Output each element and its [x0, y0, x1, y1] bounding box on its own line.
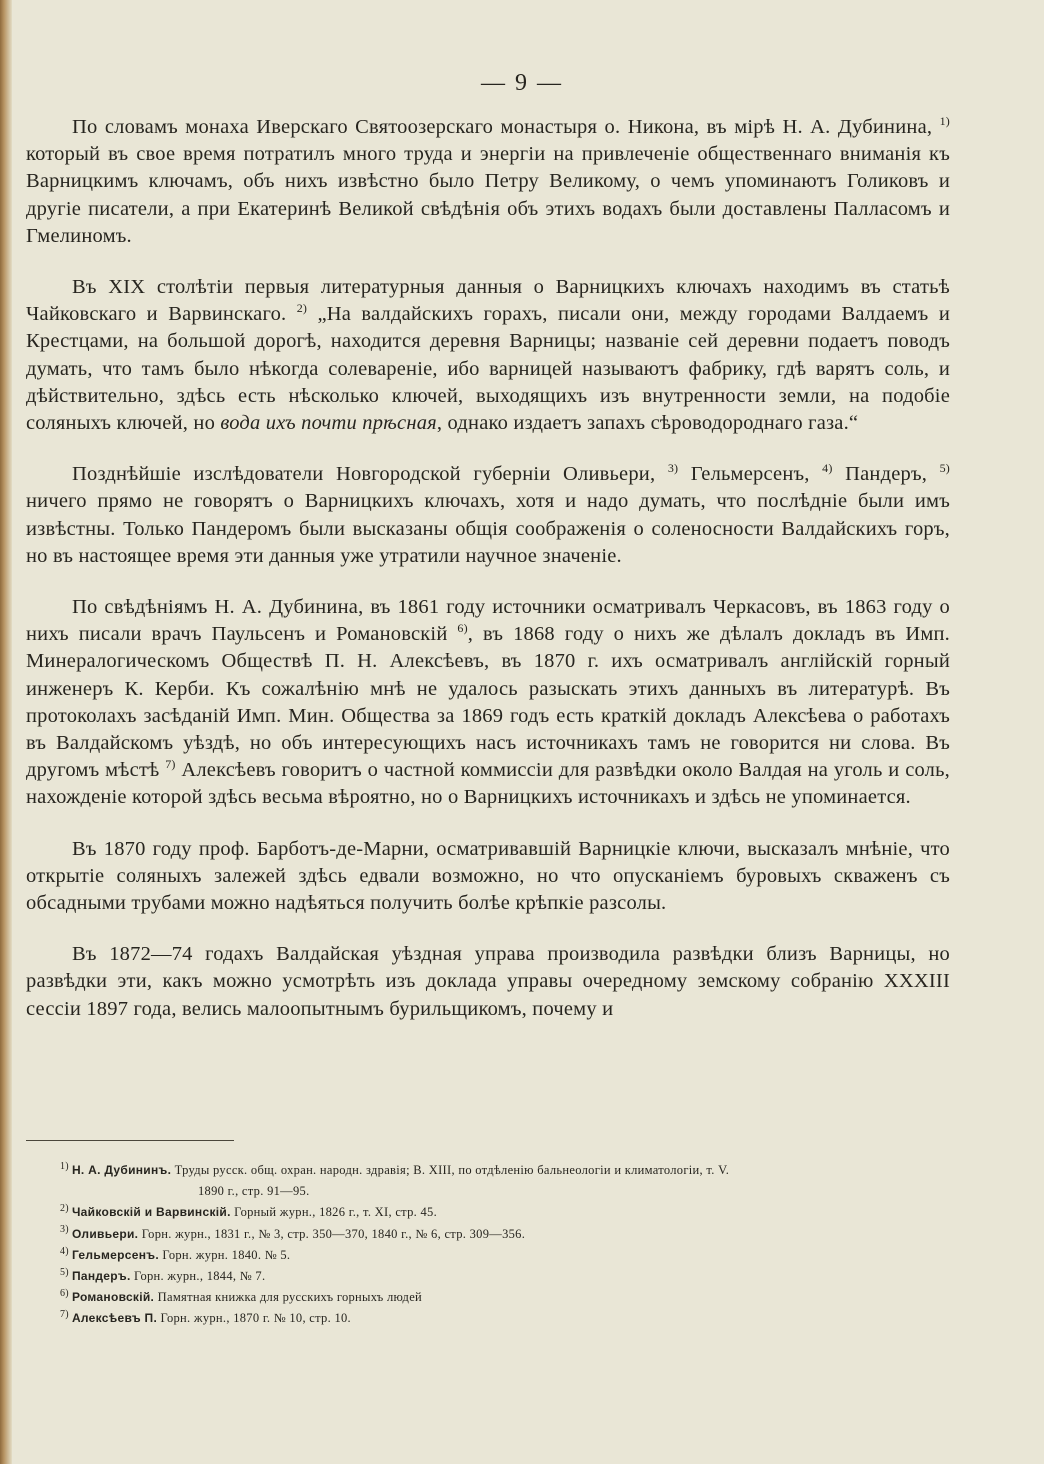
footnote-ref-2[interactable]: 2) [296, 301, 308, 316]
page-number: — 9 — [481, 70, 563, 96]
footnote-ref-3[interactable]: 3) [667, 461, 679, 476]
footnote-ref-4[interactable]: 4) [822, 461, 833, 476]
footnote-7: $^{7)}$ Алексѣевъ П. Горн. журн., 1870 г. № 10, стр. 10. [60, 1309, 351, 1326]
footnote-3: $^{3)}$ Оливьери. Горн. журн., 1831 г., № 3, стр. 350—370, 1840 г., № 6, стр. 309—356. [60, 1224, 526, 1241]
book-spine-edge [0, 0, 12, 1464]
footnote-ref-1[interactable]: 1) [939, 114, 950, 129]
footnote-1: $^{1)}$ Н. А. Дубининъ. Труды русск. общ. охран. народн. здравія; В. XIII, по отдѣленію бальнеологіи и климатологіи, т. V. [60, 1160, 730, 1177]
paragraph-1: По словамъ монаха Иверскаго Святоозерскаго монастыря о. Никона, въ мірѣ Н. А. Дубинина, $^{1)}$ который въ свое время потратилъ много труда и энергіи на привлеченіе общественнаго вниманія къ Варницкимъ ключамъ, объ нихъ извѣстно было Петру Великому, о чемъ упоминаютъ Голиковъ и другіе писатели, а при Екатеринѣ Великой свѣдѣнія объ этихъ водахъ были доставлены Палласомъ и Гмелиномъ. [26, 114, 950, 247]
paragraph-6: Въ 1872—74 годахъ Валдайская уѣздная управа производила развѣдки близъ Варницы, но развѣдки эти, какъ можно усмотрѣть изъ доклада управы очередному земскому собранію XXXIII сессіи 1897 года, велись малоопытнымъ бурильщикомъ, почему и [26, 943, 950, 1020]
footnote-ref-7[interactable]: 7) [165, 757, 176, 772]
footnotes [60, 1160, 950, 1330]
paragraph-5: Въ 1870 году проф. Барботъ-де-Марни, осматривавшій Варницкіе ключи, высказалъ мнѣніе, что открытіе соляныхъ залежей здѣсь едвали возможно, но что опусканіемъ буровыхъ скваженъ съ обсадными трубами можно надѣяться получить болѣе крѣпкіе разсолы. [26, 837, 950, 915]
footnote-2: $^{2)}$ Чайковскій и Варвинскій. Горный журн., 1826 г., т. XI, стр. 45. [60, 1203, 438, 1220]
footnote-divider [26, 1140, 234, 1141]
footnote-ref-6[interactable]: 6) [457, 621, 468, 636]
body-text [26, 114, 950, 1047]
footnote-ref-5[interactable]: 5) [939, 461, 951, 476]
paragraph-3: Позднѣйшіе изслѣдователи Новгородской губерніи Оливьери, $^{3)}$ Гельмерсенъ, $^{4)}$ Пандеръ, $^{5)}$ ничего прямо не говорятъ о Варницкихъ ключахъ, хотя и надо думать, что послѣдніе были имъ извѣстны. Только Пандеромъ были высказаны общія соображенія о соленосности Валдайскихъ горъ, но въ настоящее время эти данныя уже утратили научное значеніе. [26, 461, 951, 567]
footnote-6: $^{6)}$ Романовскій. Памятная книжка для русскихъ горныхъ людей [60, 1288, 423, 1305]
footnote-5: $^{5)}$ Пандеръ. Горн. журн., 1844, № 7. [60, 1266, 266, 1284]
paragraph-4: По свѣдѣніямъ Н. А. Дубинина, въ 1861 году источники осматривалъ Черкасовъ, въ 1863 году о нихъ писали врачъ Паульсенъ и Романовскій $^{6)}$, въ 1868 году о нихъ же дѣлалъ докладъ въ Имп. Минералогическомъ Обществѣ П. Н. Алексѣевъ, въ 1870 г. ихъ осматривалъ англійскій горный инженеръ К. Керби. Къ сожалѣнію мнѣ не удалось разыскать этихъ данныхъ въ литературѣ. Въ протоколахъ засѣданій Имп. Мин. Общества за 1869 годъ есть краткій докладъ Алексѣева о работахъ въ Валдайскомъ уѣздѣ, но объ интересующихъ насъ источникахъ тамъ не говорится ни слова. Въ другомъ мѣстѣ $^{7)}$ Алексѣевъ говоритъ о частной коммиссіи для развѣдки около Валдая на уголь и соль, нахожденіе которой здѣсь весьма вѣроятно, но о Варницкихъ источникахъ и здѣсь не упоминается. [26, 596, 950, 809]
footnote-1-continuation: 1890 г., стр. 91—95. [198, 1184, 310, 1199]
footnote-4: $^{4)}$ Гельмерсенъ. Горн. журн. 1840. № 5. [60, 1245, 291, 1262]
paragraph-2: Въ XIX столѣтіи первыя литературныя данныя о Варницкихъ ключахъ находимъ въ статьѣ Чайковскаго и Варвинскаго. $^{2)}$ „На валдайскихъ горахъ, писали они, между городами Валдаемъ и Крестцами, на большой дорогѣ, находится деревня Варницы; названіе сей деревни подаетъ поводъ думать, что тамъ было нѣкогда солевареніе, ибо варницей называютъ фабрику, гдѣ варятъ соль, и дѣйствительно, здѣсь есть нѣсколько ключей, выходящихъ изъ внутренности земли, на подобіе соляныхъ ключей, но вода ихъ почти прѣсная, однако издаетъ запахъ сѣроводороднаго газа.“ [26, 276, 951, 435]
